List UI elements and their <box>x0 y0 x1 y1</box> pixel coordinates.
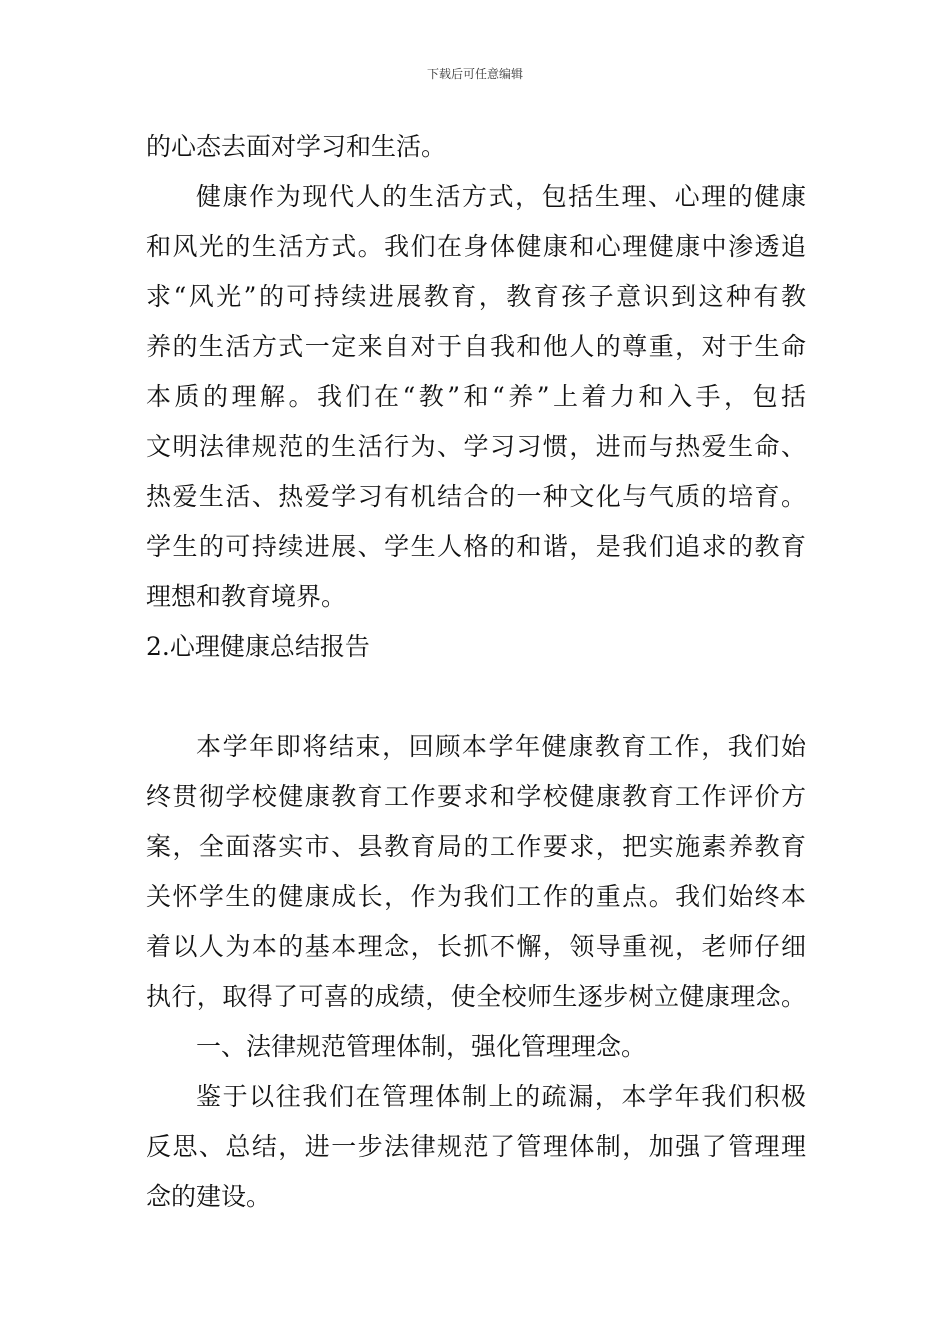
blank-line <box>146 672 806 722</box>
section-heading: 2.心理健康总结报告 <box>146 632 370 661</box>
text-line: 终贯彻学校健康教育工作要求和学校健康教育工作评价方 <box>146 782 806 811</box>
text-line: 求“风光”的可持续进展教育，教育孩子意识到这种有教 <box>146 282 806 311</box>
text-line: 热爱生活、热爱学习有机结合的一种文化与气质的培育。 <box>146 482 806 511</box>
subheading-line: 一、法律规范管理体制，强化管理理念。 <box>196 1032 647 1061</box>
text-line: 鉴于以往我们在管理体制上的疏漏，本学年我们积极 <box>196 1082 806 1111</box>
text-line: 学生的可持续进展、学生人格的和谐，是我们追求的教育 <box>146 532 806 561</box>
text-line: 养的生活方式一定来自对于自我和他人的尊重，对于生命 <box>146 332 806 361</box>
text-line: 的心态去面对学习和生活。 <box>146 132 447 161</box>
text-line: 本学年即将结束，回顾本学年健康教育工作，我们始 <box>196 732 806 761</box>
text-line: 和风光的生活方式。我们在身体健康和心理健康中渗透追 <box>146 232 806 261</box>
page-header: 下载后可任意编辑 <box>426 67 523 81</box>
text-line: 健康作为现代人的生活方式，包括生理、心理的健康 <box>196 182 806 211</box>
text-line: 念的建设。 <box>146 1182 272 1211</box>
text-line: 本质的理解。我们在“教”和“养”上着力和入手，包括 <box>146 382 806 411</box>
text-line: 理想和教育境界。 <box>146 582 347 611</box>
text-line: 案，全面落实市、县教育局的工作要求，把实施素养教育 <box>146 832 806 861</box>
document-body <box>146 122 806 1222</box>
text-line: 关怀学生的健康成长，作为我们工作的重点。我们始终本 <box>146 882 806 911</box>
text-line: 执行，取得了可喜的成绩，使全校师生逐步树立健康理念。 <box>146 982 806 1011</box>
text-line: 文明法律规范的生活行为、学习习惯，进而与热爱生命、 <box>146 432 806 461</box>
text-line: 着以人为本的基本理念，长抓不懈，领导重视，老师仔细 <box>146 932 806 961</box>
text-line: 反思、总结，进一步法律规范了管理体制，加强了管理理 <box>146 1132 806 1161</box>
